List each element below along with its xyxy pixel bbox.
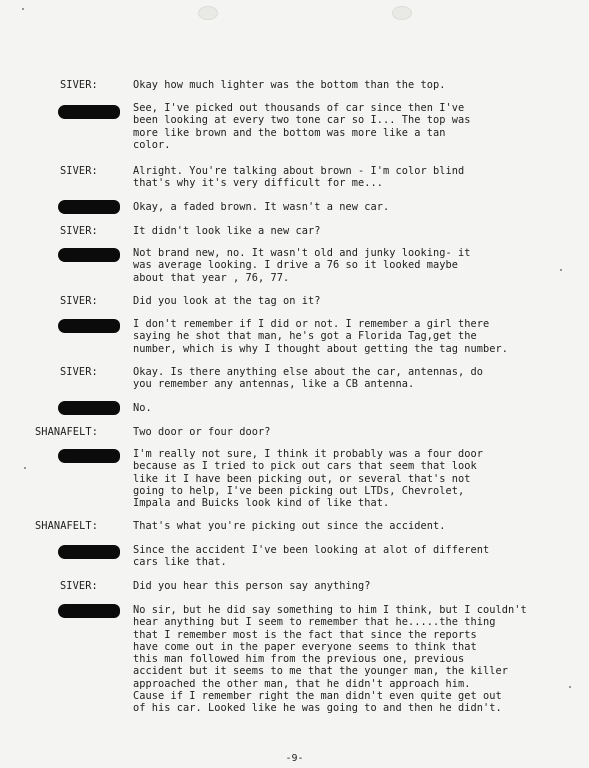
utterance-text: Two door or four door? — [133, 426, 271, 438]
redaction-bar — [58, 449, 120, 463]
punch-hole-right — [392, 6, 412, 20]
redaction-bar — [58, 401, 120, 415]
utterance-text: No sir, but he did say something to him I think, but I couldn't hear anything but I seem to remember that he.....the thing that I remember most is the fact that since the reports have come out in the paper everyone seems to think that this man followed him from the previous one, previous accident but it seems to me that the younger man, the killer approached the other man, that he didn't approach him. Cause if I remember right the man didn't even quite get out of his car. Looked like he was going to and then he didn't. — [133, 604, 527, 715]
speaker-label: SIVER: — [60, 580, 98, 592]
utterance-text: It didn't look like a new car? — [133, 225, 321, 237]
punch-hole-left — [198, 6, 218, 20]
utterance-text: Did you hear this person say anything? — [133, 580, 371, 592]
utterance-text: Since the accident I've been looking at alot of different cars like that. — [133, 544, 490, 569]
utterance-text: No. — [133, 402, 152, 414]
utterance-text: Not brand new, no. It wasn't old and junky looking- it was average looking. I drive a 76 so it looked maybe about that year , 76, 77. — [133, 247, 471, 284]
utterance-text: Did you look at the tag on it? — [133, 295, 321, 307]
speaker-label: SIVER: — [60, 295, 98, 307]
scan-speck — [560, 269, 562, 271]
redaction-bar — [58, 200, 120, 214]
redaction-bar — [58, 248, 120, 262]
speaker-label: SIVER: — [60, 165, 98, 177]
redaction-bar — [58, 604, 120, 618]
redaction-bar — [58, 545, 120, 559]
utterance-text: Alright. You're talking about brown - I'm color blind that's why it's very difficult for me... — [133, 165, 465, 190]
speaker-label: SIVER: — [60, 79, 98, 91]
scan-speck — [22, 8, 24, 10]
utterance-text: I don't remember if I did or not. I remember a girl there saying he shot that man, he's got a Florida Tag,get the number, which is why I thought about getting the tag number. — [133, 318, 508, 355]
utterance-text: I'm really not sure, I think it probably was a four door because as I tried to pick out cars that seem that look like it I have been picking out, or several that's not going to help, I've been picking out LTDs, Chevrolet, Impala and Buicks look kind of like that. — [133, 448, 483, 510]
redaction-bar — [58, 105, 120, 119]
utterance-text: Okay how much lighter was the bottom than the top. — [133, 79, 446, 91]
utterance-text: Okay, a faded brown. It wasn't a new car. — [133, 201, 390, 213]
scan-speck — [24, 467, 26, 469]
speaker-label: SHANAFELT: — [35, 520, 98, 532]
utterance-text: See, I've picked out thousands of car since then I've been looking at every two tone car so I... The top was more like brown and the bottom was more like a tan color. — [133, 102, 471, 151]
speaker-label: SIVER: — [60, 366, 98, 378]
utterance-text: Okay. Is there anything else about the car, antennas, do you remember any antennas, like a CB antenna. — [133, 366, 483, 391]
redaction-bar — [58, 319, 120, 333]
utterance-text: That's what you're picking out since the accident. — [133, 520, 446, 532]
speaker-label: SIVER: — [60, 225, 98, 237]
scan-speck — [569, 686, 571, 688]
page-number: -9- — [285, 753, 304, 764]
speaker-label: SHANAFELT: — [35, 426, 98, 438]
